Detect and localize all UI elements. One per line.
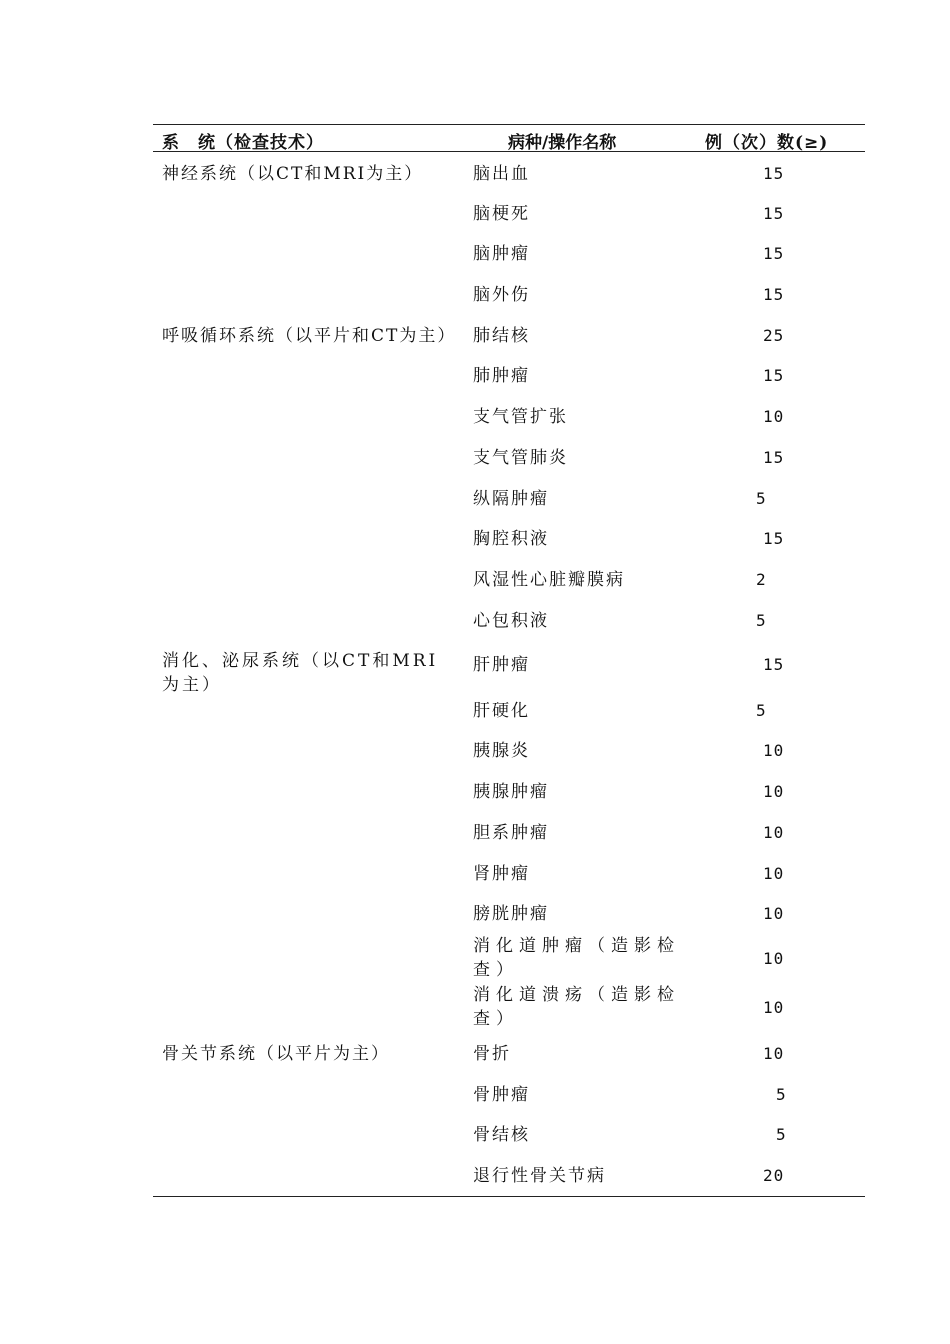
count-cell: 15 xyxy=(763,244,785,264)
name-cell: 胰腺炎 xyxy=(473,741,530,762)
name-cell: 膀胱肿瘤 xyxy=(473,904,549,925)
table-row xyxy=(153,1033,865,1074)
count-cell: 10 xyxy=(763,407,785,427)
count-cell: 25 xyxy=(763,325,785,345)
name-cell: 肺肿瘤 xyxy=(473,366,530,387)
requirements-table xyxy=(153,124,865,1197)
table-row xyxy=(153,559,865,600)
name-cell: 肾肿瘤 xyxy=(473,863,530,884)
table-row xyxy=(153,893,865,934)
table-row xyxy=(153,274,865,315)
name-cell: 胸腔积液 xyxy=(473,529,549,550)
system-cell: 消化、泌尿系统（以CT和MRI为主） xyxy=(162,651,439,696)
header-count: 例（次）数(≥) xyxy=(705,133,829,153)
table-header xyxy=(153,125,865,152)
system-cell: 神经系统（以CT和MRI为主） xyxy=(162,164,424,184)
table-row xyxy=(153,315,865,356)
count-cell: 2 xyxy=(756,569,767,589)
name-cell: 支气管肺炎 xyxy=(473,447,568,468)
count-cell: 20 xyxy=(763,1165,785,1185)
name-cell: 消化道溃疡（造影检查） xyxy=(473,985,680,1030)
header-name: 病种/操作名称 xyxy=(508,133,617,153)
name-cell: 纵隔肿瘤 xyxy=(473,488,549,509)
table-row xyxy=(153,690,865,731)
name-cell: 骨折 xyxy=(473,1043,511,1064)
count-cell: 15 xyxy=(763,447,785,467)
name-cell: 脑梗死 xyxy=(473,203,530,224)
name-cell: 风湿性心脏瓣膜病 xyxy=(473,569,625,590)
count-cell: 15 xyxy=(763,529,785,549)
table-row xyxy=(153,853,865,894)
table-row xyxy=(153,437,865,478)
name-cell: 胰腺肿瘤 xyxy=(473,782,549,803)
table-row xyxy=(153,1074,865,1115)
count-cell: 5 xyxy=(756,700,767,720)
name-cell: 退行性骨关节病 xyxy=(473,1165,606,1186)
table-row xyxy=(153,233,865,274)
table-row xyxy=(153,934,865,984)
count-cell: 10 xyxy=(763,948,785,968)
name-cell: 脑肿瘤 xyxy=(473,244,530,265)
table-row xyxy=(153,193,865,234)
table-row xyxy=(153,730,865,771)
table-row xyxy=(153,478,865,519)
count-cell: 10 xyxy=(763,782,785,802)
count-cell: 15 xyxy=(763,366,785,386)
table-row xyxy=(153,983,865,1033)
name-cell: 脑出血 xyxy=(473,164,530,184)
table-row xyxy=(153,1155,865,1196)
name-cell: 骨结核 xyxy=(473,1125,530,1146)
name-cell: 支气管扩张 xyxy=(473,407,568,428)
count-cell: 15 xyxy=(763,285,785,305)
count-cell: 5 xyxy=(756,610,767,630)
count-cell: 15 xyxy=(763,655,785,675)
count-cell: 10 xyxy=(763,904,785,924)
table-row xyxy=(153,812,865,853)
name-cell: 肺结核 xyxy=(473,325,530,346)
name-cell: 肝肿瘤 xyxy=(473,655,530,676)
count-cell: 10 xyxy=(763,1043,785,1063)
table-body xyxy=(153,152,865,1196)
table-row xyxy=(153,152,865,193)
table-row xyxy=(153,1114,865,1155)
table-row xyxy=(153,771,865,812)
table-row xyxy=(153,396,865,437)
table-row xyxy=(153,518,865,559)
count-cell: 5 xyxy=(776,1125,787,1145)
name-cell: 消化道肿瘤（造影检查） xyxy=(473,935,680,980)
count-cell: 5 xyxy=(756,488,767,508)
count-cell: 15 xyxy=(763,164,785,183)
name-cell: 心包积液 xyxy=(473,610,549,631)
table-row xyxy=(153,640,865,696)
system-cell: 骨关节系统（以平片为主） xyxy=(162,1043,390,1064)
count-cell: 10 xyxy=(763,741,785,761)
table-row xyxy=(153,600,865,641)
name-cell: 胆系肿瘤 xyxy=(473,822,549,843)
name-cell: 肝硬化 xyxy=(473,700,530,721)
count-cell: 10 xyxy=(763,822,785,842)
name-cell: 骨肿瘤 xyxy=(473,1084,530,1105)
count-cell: 5 xyxy=(776,1084,787,1104)
count-cell: 10 xyxy=(763,998,785,1018)
count-cell: 15 xyxy=(763,203,785,223)
system-cell: 呼吸循环系统（以平片和CT为主） xyxy=(162,325,457,346)
count-cell: 10 xyxy=(763,863,785,883)
name-cell: 脑外伤 xyxy=(473,285,530,306)
table-row xyxy=(153,355,865,396)
header-system: 系 统（检查技术） xyxy=(162,133,324,153)
